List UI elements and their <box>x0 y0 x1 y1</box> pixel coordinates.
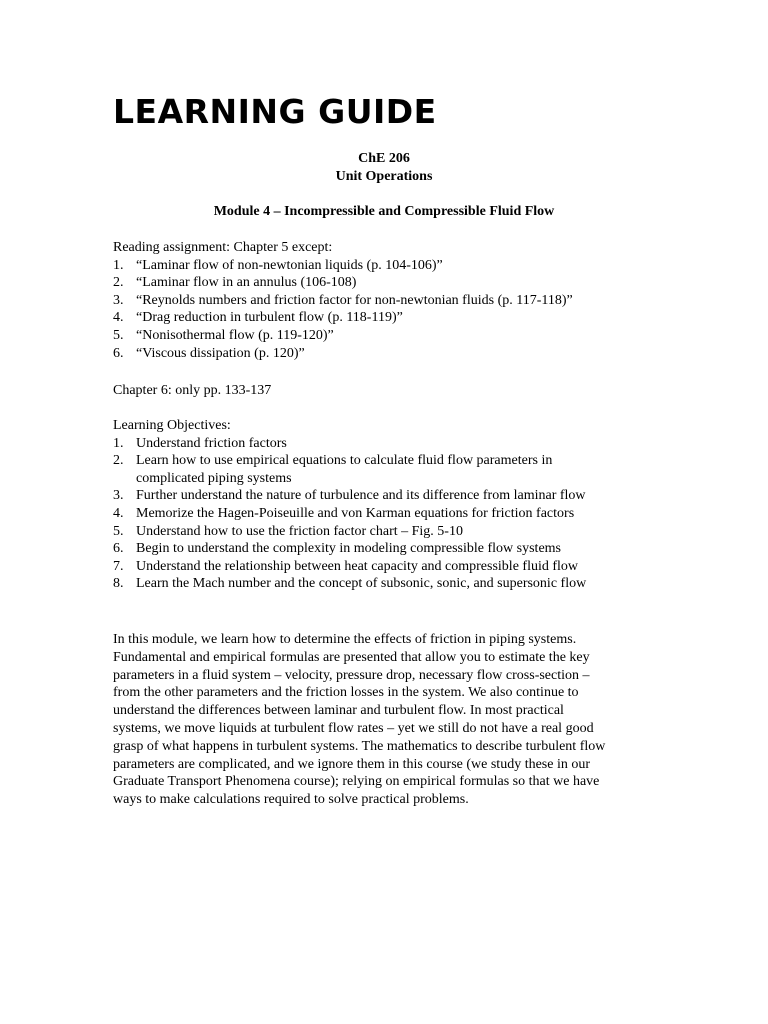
list-item <box>113 345 733 363</box>
list-number: 8. <box>113 576 124 592</box>
learning-objectives <box>113 417 733 593</box>
list-text: “Laminar flow in an annulus (106-108) <box>136 275 357 291</box>
list-item <box>113 292 733 310</box>
reading-intro: Reading assignment: Chapter 5 except: <box>113 240 333 255</box>
course-name: Unit Operations <box>335 169 433 184</box>
chapter6-text: Chapter 6: only pp. 133-137 <box>113 383 272 398</box>
objectives-heading: Learning Objectives: <box>113 418 231 433</box>
list-number: 2. <box>113 453 124 469</box>
list-text: Begin to understand the complexity in modeling compressible flow systems <box>136 541 561 557</box>
list-text: “Drag reduction in turbulent flow (p. 118-119)” <box>136 310 403 326</box>
document-title: LEARNING GUIDE <box>113 92 437 131</box>
list-number: 3. <box>113 292 124 308</box>
list-item <box>113 327 733 345</box>
course-code: ChE 206 <box>358 151 410 166</box>
module-heading: Module 4 – Incompressible and Compressible Fluid Flow <box>213 204 555 219</box>
paragraph-line: understand the differences between laminar and turbulent flow. In most practical <box>113 703 564 719</box>
list-text-continued: complicated piping systems <box>136 470 292 486</box>
list-item <box>113 575 733 593</box>
list-item <box>113 257 733 275</box>
reading-list <box>113 257 733 363</box>
list-text: Learn the Mach number and the concept of subsonic, sonic, and supersonic flow <box>136 576 587 592</box>
module-overview-paragraph <box>113 631 653 809</box>
list-item <box>113 505 733 523</box>
paragraph-line: ways to make calculations required to solve practical problems. <box>113 792 469 808</box>
paragraph-line: grasp of what happens in turbulent systems. The mathematics to describe turbulent flow <box>113 738 606 754</box>
list-number: 3. <box>113 488 124 504</box>
list-number: 6. <box>113 345 124 361</box>
list-text: “Nonisothermal flow (p. 119-120)” <box>136 327 334 343</box>
list-text: “Laminar flow of non-newtonian liquids (p. 104-106)” <box>136 257 443 273</box>
list-text: Understand the relationship between heat capacity and compressible fluid flow <box>136 558 579 574</box>
list-number: 4. <box>113 505 124 521</box>
list-number: 1. <box>113 257 124 273</box>
list-text: “Reynolds numbers and friction factor for non-newtonian fluids (p. 117-118)” <box>136 292 573 308</box>
paragraph-line: systems, we move liquids at turbulent flow rates – yet we still do not have a real good <box>113 720 594 736</box>
paragraph-line: from the other parameters and the friction losses in the system. We also continue to <box>113 685 579 701</box>
list-text: “Viscous dissipation (p. 120)” <box>136 345 305 361</box>
list-text: Understand how to use the friction factor chart – Fig. 5-10 <box>136 523 463 539</box>
list-item <box>113 452 733 487</box>
list-text: Further understand the nature of turbulence and its difference from laminar flow <box>136 488 586 504</box>
list-number: 6. <box>113 541 124 557</box>
list-text: Memorize the Hagen-Poiseuille and von Karman equations for friction factors <box>136 505 575 521</box>
list-item <box>113 523 733 541</box>
list-text: Understand friction factors <box>136 435 287 451</box>
list-number: 5. <box>113 523 124 539</box>
list-number: 7. <box>113 558 124 574</box>
paragraph-line: parameters are complicated, and we ignore them in this course (we study these in our <box>113 756 591 772</box>
list-item <box>113 558 733 576</box>
paragraph-line: parameters in a fluid system – velocity, pressure drop, necessary flow cross-section – <box>113 667 590 683</box>
reading-assignment <box>113 239 733 362</box>
list-number: 5. <box>113 327 124 343</box>
list-number: 1. <box>113 435 124 451</box>
chapter6-note <box>113 382 733 400</box>
list-item <box>113 540 733 558</box>
list-item <box>113 487 733 505</box>
paragraph-line: Fundamental and empirical formulas are presented that allow you to estimate the key <box>113 649 590 665</box>
list-item <box>113 274 733 292</box>
list-item <box>113 309 733 327</box>
paragraph-line: In this module, we learn how to determine the effects of friction in piping systems. <box>113 632 577 647</box>
list-item <box>113 435 733 453</box>
paragraph-line: Graduate Transport Phenomena course); relying on empirical formulas so that we have <box>113 774 600 790</box>
list-number: 2. <box>113 275 124 291</box>
objectives-list <box>113 435 733 593</box>
list-number: 4. <box>113 310 124 326</box>
list-text: Learn how to use empirical equations to calculate fluid flow parameters in <box>136 453 553 469</box>
